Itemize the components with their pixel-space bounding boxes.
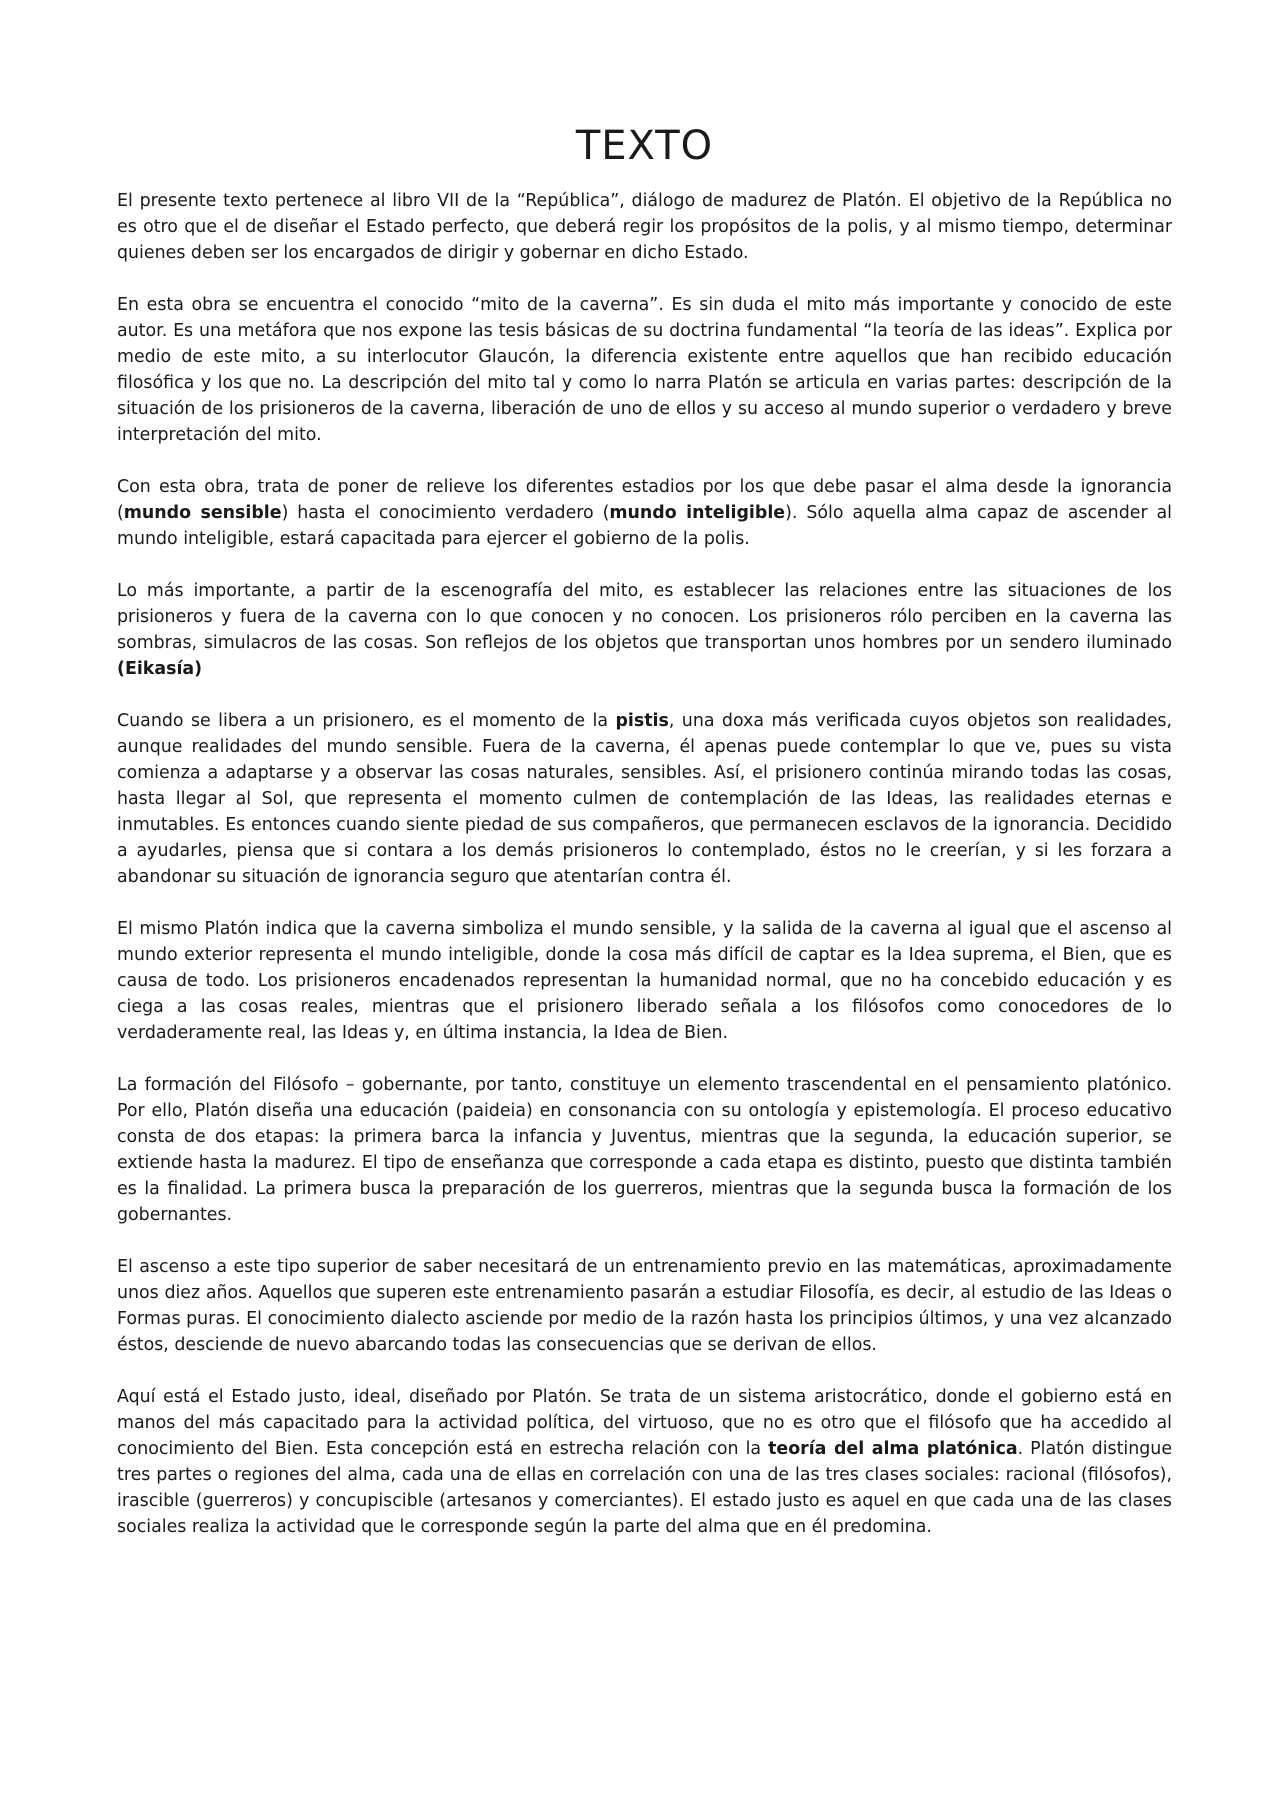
paragraph	[117, 292, 1172, 448]
bold-term: pistis	[615, 711, 669, 731]
paragraph	[117, 188, 1172, 266]
text-segment: El presente texto pertenece al libro VII de la “República”, diálogo de madurez de Platón. El objetivo de la República no es otro que el de diseñar el Estado perfecto, que deberá regir los propósitos de la polis, y al mismo tiempo, determinar quienes deben ser los encargados de dirigir y gobernar en dicho Estado.	[117, 191, 1172, 263]
text-segment: En esta obra se encuentra el conocido “mito de la caverna”. Es sin duda el mito más importante y conocido de este autor. Es una metáfora que nos expone las tesis básicas de su doctrina fundamental “la teoría de las ideas”. Explica por medio de este mito, a su interlocutor Glaucón, la diferencia existente entre aquellos que han recibido educación filosófica y los que no. La descripción del mito tal y como lo narra Platón se articula en varias partes: descripción de la situación de los prisioneros de la caverna, liberación de uno de ellos y su acceso al mundo superior o verdadero y breve interpretación del mito.	[117, 295, 1172, 445]
text-segment: Con esta obra, trata de poner de relieve los diferentes estadios por los que debe pasar el alma desde la ignorancia (	[117, 477, 1172, 523]
page-title: TEXTO	[575, 123, 714, 169]
text-segment: ) hasta el conocimiento verdadero (	[281, 503, 610, 523]
paragraph	[117, 1072, 1172, 1228]
text-segment: La formación del Filósofo – gobernante, por tanto, constituye un elemento trascendental en el pensamiento platónico. Por ello, Platón diseña una educación (paideia) en consonancia con su ontología y epistemología. El proceso educativo consta de dos etapas: la primera barca la infancia y Juventus, mientras que la segunda, la educación superior, se extiende hasta la madurez. El tipo de enseñanza que corresponde a cada etapa es distinto, puesto que distinta también es la finalidad. La primera busca la preparación de los guerreros, mientras que la segunda busca la formación de los gobernantes.	[117, 1075, 1172, 1225]
text-segment: El mismo Platón indica que la caverna simboliza el mundo sensible, y la salida de la caverna al igual que el ascenso al mundo exterior representa el mundo inteligible, donde la cosa más difícil de captar es la Idea suprema, el Bien, que es causa de todo. Los prisioneros encadenados representan la humanidad normal, que no ha concebido educación y es ciega a las cosas reales, mientras que el prisionero liberado señala a los filósofos como conocedores de lo verdaderamente real, las Ideas y, en última instancia, la Idea de Bien.	[117, 919, 1172, 1043]
bold-term: mundo inteligible	[609, 503, 786, 523]
text-segment: El ascenso a este tipo superior de saber necesitará de un entrenamiento previo en las matemáticas, aproximadamente unos diez años. Aquellos que superen este entrenamiento pasarán a estudiar Filosofía, es decir, al estudio de las Ideas o Formas puras. El conocimiento dialecto asciende por medio de la razón hasta los principios últimos, y una vez alcanzado éstos, desciende de nuevo abarcando todas las consecuencias que se derivan de ellos.	[117, 1257, 1172, 1355]
paragraph	[117, 474, 1172, 552]
paragraph	[117, 916, 1172, 1046]
text-segment: , una doxa más verificada cuyos objetos son realidades, aunque realidades del mundo sensible. Fuera de la caverna, él apenas puede contemplar lo que ve, pues su vista comienza a adaptarse y a observar las cosas naturales, sensibles. Así, el prisionero continúa mirando todas las cosas, hasta llegar al Sol, que representa el momento culmen de contemplación de las Ideas, las realidades eternas e inmutables. Es entonces cuando siente piedad de sus compañeros, que permanecen esclavos de la ignorancia. Decidido a ayudarles, piensa que si contara a los demás prisioneros lo contemplado, éstos no le creerían, y si les forzara a abandonar su situación de ignorancia seguro que atentarían contra él.	[117, 711, 1172, 887]
paragraph	[117, 1384, 1172, 1540]
bold-term: (Eikasía)	[117, 659, 203, 679]
text-segment: Cuando se libera a un prisionero, es el momento de la	[117, 711, 616, 731]
paragraph	[117, 1254, 1172, 1358]
text-segment: Aquí está el Estado justo, ideal, diseñado por Platón. Se trata de un sistema aristocrático, donde el gobierno está en manos del más capacitado para la actividad política, del virtuoso, que no es otro que el filósofo que ha accedido al conocimiento del Bien. Esta concepción está en estrecha relación con la	[117, 1387, 1172, 1459]
text-segment: Lo más importante, a partir de la escenografía del mito, es establecer las relaciones entre las situaciones de los prisioneros y fuera de la caverna con lo que conocen y no conocen. Los prisioneros rólo perciben en la caverna las sombras, simulacros de las cosas. Son reflejos de los objetos que transportan unos hombres por un sendero iluminado	[117, 581, 1172, 653]
bold-term: mundo sensible	[123, 503, 282, 523]
text-segment: . Platón distingue tres partes o regiones del alma, cada una de ellas en correlación con una de las tres clases sociales: racional (filósofos), irascible (guerreros) y concupiscible (artesanos y comerciantes). El estado justo es aquel en que cada una de las clases sociales realiza la actividad que le corresponde según la parte del alma que en él predomina.	[117, 1439, 1173, 1537]
paragraph	[117, 578, 1172, 682]
paragraph	[117, 708, 1172, 890]
document-body	[117, 188, 1172, 1540]
bold-term: teoría del alma platónica	[768, 1439, 1018, 1459]
text-segment: ). Sólo aquella alma capaz de ascender al mundo inteligible, estará capacitada para ejercer el gobierno de la polis.	[117, 503, 1172, 549]
